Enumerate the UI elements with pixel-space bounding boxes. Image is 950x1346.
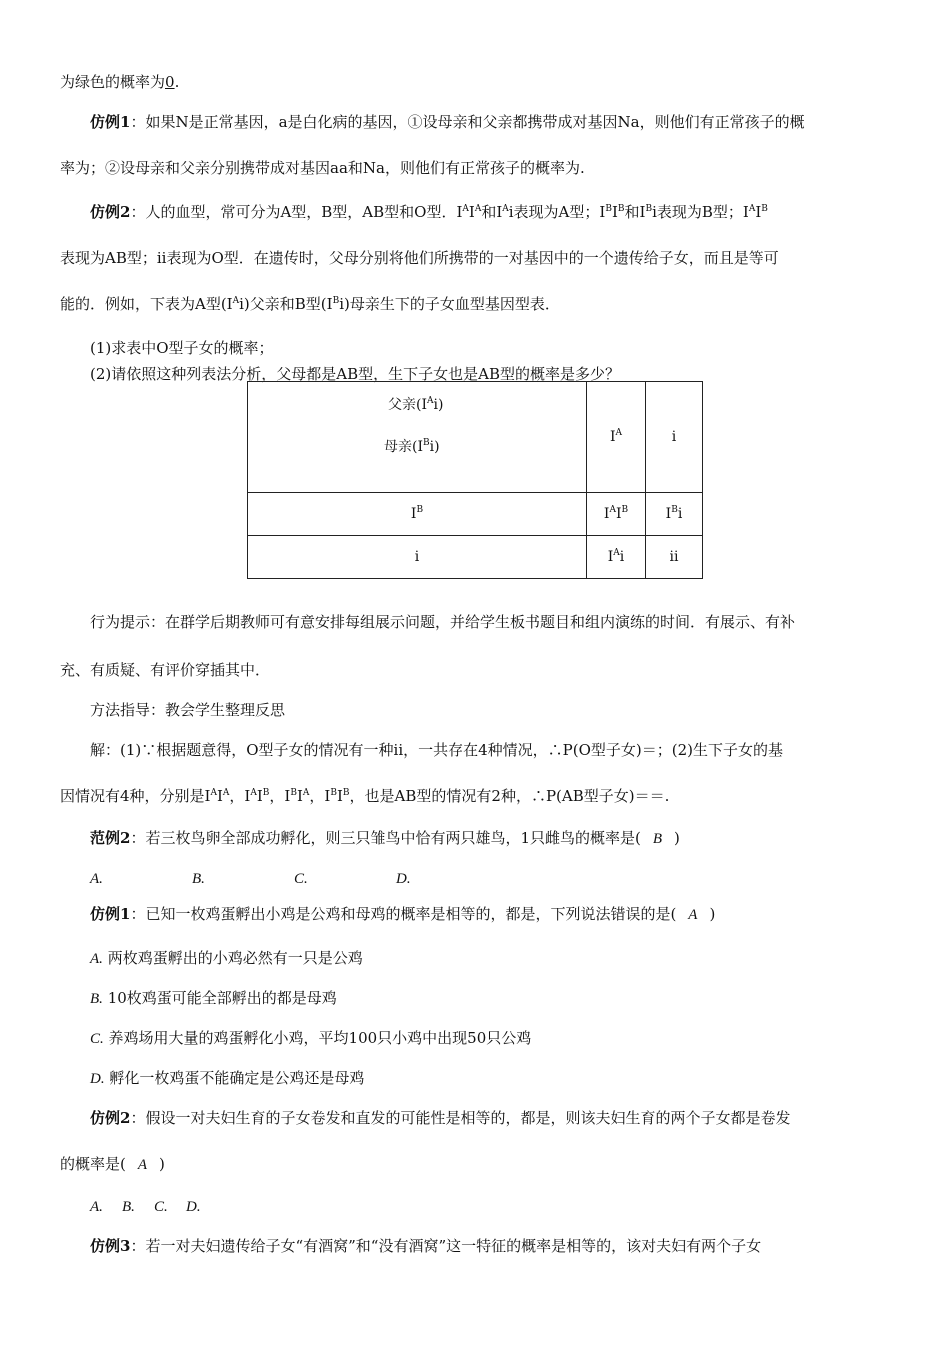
table-row bbox=[248, 493, 703, 536]
example2-options: A. B. C. D. bbox=[90, 871, 411, 887]
cell-IBi: $I^Bi$ bbox=[646, 493, 703, 536]
question-1: (1)求表中O型子女的概率； bbox=[90, 339, 274, 357]
header-IA: $I^A$ bbox=[587, 382, 646, 493]
imitate1b-line: 仿例1：已知一枚鸡蛋孵出小鸡是公鸡和母鸡的概率是相等的，都是，下列说法错误的是( A ) bbox=[90, 905, 716, 923]
genotype-table bbox=[247, 381, 703, 579]
imitate1-line1: 仿例1：如果N是正常基因，a是白化病的基因，①设母亲和父亲都携带成对基因Na，则他们有正常孩子的概 bbox=[90, 113, 805, 131]
imitate2-line2: 表现为AB型；ii表现为O型．在遗传时，父母分别将他们所携带的一对基因中的一个遗传给子女，而且是等可 bbox=[60, 249, 779, 267]
mother-label: 母亲$(I^Bi)$ bbox=[384, 438, 440, 455]
example2-line: 范例2：若三枚鸟卵全部成功孵化，则三只雏鸟中恰有两只雄鸟，1只雌鸟的概率是( B ) bbox=[90, 829, 680, 847]
solution-line2: 因情况有4种，分别是$I^AI^A$，$I^AI^B$，$I^BI^A$，$I^BI^B$，也是AB型的情况有2种，∴P(AB型子女)＝＝. bbox=[60, 787, 670, 805]
table-row bbox=[248, 536, 703, 579]
answer: A bbox=[137, 1157, 148, 1173]
cell-IAIB: $I^AI^B$ bbox=[587, 493, 646, 536]
header-i: i bbox=[646, 382, 703, 493]
table-row bbox=[248, 382, 703, 493]
cell-ii: ii bbox=[646, 536, 703, 579]
hint-line1: 行为提示：在群学后期教师可有意安排每组展示问题，并给学生板书题目和组内演练的时间．有展示、有补 bbox=[90, 613, 796, 631]
solution-line1: 解：(1)∵根据题意得，O型子女的情况有一种ii，一共存在4种情况，∴P(O型子女)＝；(2)生下子女的基 bbox=[90, 741, 784, 759]
intro-line: 为绿色的概率为0. bbox=[60, 73, 180, 91]
father-label: 父亲$(I^Ai)$ bbox=[388, 396, 444, 413]
row-i: i bbox=[248, 536, 587, 579]
hint-line2: 充、有质疑、有评价穿插其中． bbox=[60, 661, 271, 679]
option-a: A. 两枚鸡蛋孵出的小鸡必然有一只是公鸡 bbox=[90, 949, 363, 967]
option-b: B. 10枚鸡蛋可能全部孵出的都是母鸡 bbox=[90, 989, 337, 1007]
imitate1-line2: 率为；②设母亲和父亲分别携带成对基因aa和Na，则他们有正常孩子的概率为. bbox=[60, 159, 585, 177]
option-d: D. 孵化一枚鸡蛋不能确定是公鸡还是母鸡 bbox=[90, 1069, 365, 1087]
option-c: C. 养鸡场用大量的鸡蛋孵化小鸡，平均100只小鸡中出现50只公鸡 bbox=[90, 1029, 532, 1047]
imitate2b-line1: 仿例2：假设一对夫妇生育的子女卷发和直发的可能性是相等的，都是，则该夫妇生育的两个子女都是卷发 bbox=[90, 1109, 791, 1127]
imitate2b-line2: 的概率是( A ) bbox=[60, 1155, 165, 1173]
method-guide: 方法指导：教会学生整理反思 bbox=[90, 701, 286, 719]
cell-IAi: $I^Ai$ bbox=[587, 536, 646, 579]
imitate2-line1: 仿例2：人的血型，常可分为A型，B型，AB型和O型．$I^AI^A$和$I^Ai$表现为A型；$I^BI^B$和$I^Bi$表现为B型；$I^AI^B$ bbox=[90, 203, 768, 221]
imitate2-line3: 能的．例如，下表为A型$(I^Ai)$父亲和B型$(I^Bi)$母亲生下的子女血型基因型表． bbox=[60, 295, 560, 313]
row-IB: $I^B$ bbox=[248, 493, 587, 536]
imitate3-line: 仿例3：若一对夫妇遗传给子女“有酒窝”和“没有酒窝”这一特征的概率是相等的，该对夫妇有两个子女 bbox=[90, 1237, 762, 1255]
imitate2b-options: A. B. C. D. bbox=[90, 1199, 201, 1215]
question-2: (2)请依照这种列表法分析，父母都是AB型，生下子女也是AB型的概率是多少？ bbox=[90, 365, 620, 383]
answer: A bbox=[688, 907, 698, 923]
answer: B bbox=[652, 831, 663, 847]
corner-cell bbox=[248, 382, 587, 493]
